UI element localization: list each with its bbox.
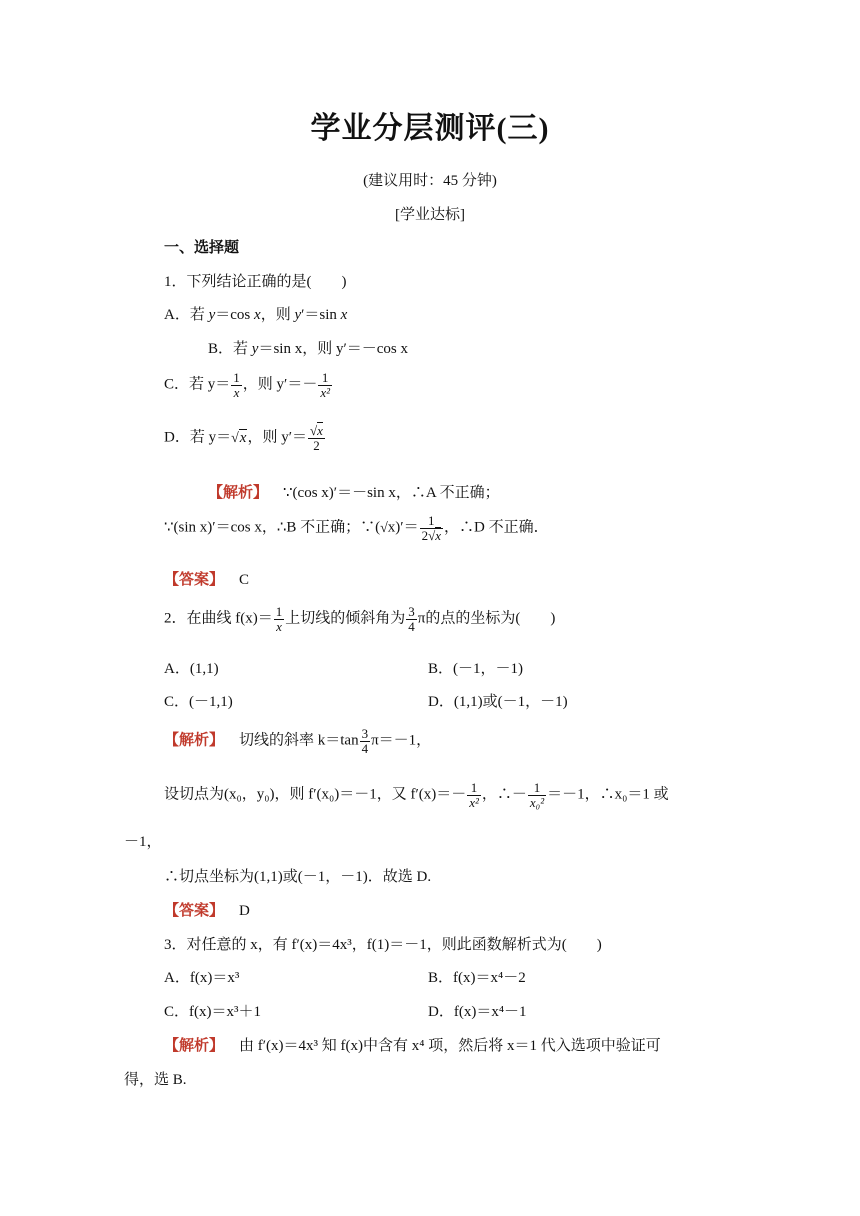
q3-analysis-line2: 得，选 B. bbox=[124, 1072, 187, 1088]
answer-tag: 【答案】 bbox=[164, 572, 225, 588]
fraction: $\frac{1}{2√x}$ bbox=[421, 513, 441, 543]
answer-tag: 【答案】 bbox=[164, 903, 225, 919]
q3-stem: 3．对任意的 x，有 f′(x)＝4x³，f(1)＝－1，则此函数解析式为( ) bbox=[164, 937, 602, 953]
fraction: $\frac{1}{\text{x₀²}}$ bbox=[529, 780, 545, 810]
analysis-tag: 【解析】 bbox=[164, 732, 225, 749]
q1-stem: 1．下列结论正确的是( ) bbox=[164, 274, 347, 290]
q1-option-b: B．若 y＝sin x，则 y′＝－cos x bbox=[208, 341, 408, 357]
level-label: [学业达标] bbox=[395, 207, 465, 223]
analysis-tag: 【解析】 bbox=[164, 1038, 225, 1054]
sqrt-symbol: √ bbox=[380, 520, 388, 536]
q3-option-a: A．f(x)＝x³ bbox=[164, 970, 240, 986]
q2-analysis-line1: 【解析】 切线的斜率 k＝tan $\frac{3}{4}$ π＝－1， bbox=[164, 726, 432, 756]
q3-option-d: D．f(x)＝x⁴－1 bbox=[428, 1004, 527, 1020]
q2-option-a: A．(1,1) bbox=[164, 661, 219, 677]
q2-option-b: B．(－1，－1) bbox=[428, 661, 523, 677]
page-title: 学业分层测评(三) bbox=[310, 112, 550, 145]
fraction: $\frac{1}{x}$ bbox=[275, 604, 283, 634]
fraction: $\frac{1}{x}$ bbox=[233, 370, 240, 400]
q1-analysis-line1: 【解析】 ∵(cos x)′＝－sin x，∴A 不正确； bbox=[208, 485, 500, 501]
q2-analysis-line2: 设切点为(x₀，y₀)，则 f′(x₀)＝－1，又 f′(x)＝－ $\frac{1}{\text{x²}}$ ，∴－ $\frac{1}{\text{x₀²}}$ ＝－1，∴x₀＝1 或 bbox=[164, 780, 669, 810]
q1-option-a: A．若 y＝cos x，则 y′＝sin x bbox=[164, 307, 348, 323]
time-note: (建议用时：45 分钟) bbox=[363, 173, 497, 189]
q1-option-d: D．若 y＝√x，则 y′＝ $\frac{√x}{2}$ bbox=[164, 423, 323, 453]
analysis-tag: 【解析】 bbox=[208, 485, 269, 501]
q1-option-c: C．若 y＝ $\frac{1}{x}$ ，则 y′＝－ $\frac{1}{\text{x²}}$ bbox=[164, 370, 330, 400]
q3-option-c: C．f(x)＝x³＋1 bbox=[164, 1004, 261, 1020]
section-heading: 一、选择题 bbox=[164, 240, 240, 256]
q3-analysis-line1: 【解析】 由 f′(x)＝4x³ 知 f(x)中含有 x⁴ 项，然后将 x＝1 代入选项中验证可 bbox=[164, 1038, 661, 1054]
q2-answer: 【答案】 D bbox=[164, 903, 250, 919]
fraction: $\frac{3}{4}$ bbox=[408, 604, 415, 634]
q2-option-c: C．(－1,1) bbox=[164, 694, 233, 710]
fraction: $\frac{1}{\text{x²}}$ bbox=[469, 780, 479, 810]
sqrt-symbol: √x bbox=[231, 429, 247, 446]
fraction: $\frac{3}{4}$ bbox=[361, 726, 369, 756]
q2-analysis-line4: ∴切点坐标为(1,1)或(－1，－1)．故选 D. bbox=[164, 869, 432, 885]
fraction: $\frac{1}{\text{x²}}$ bbox=[320, 370, 330, 400]
fraction: $\frac{√x}{2}$ bbox=[310, 423, 323, 453]
q1-analysis-line2: ∵(sin x)′＝cos x，∴B 不正确；∵(√x)′＝ $\frac{1}{2√x}$ ，∴D 不正确． bbox=[164, 513, 549, 543]
q3-option-b: B．f(x)＝x⁴－2 bbox=[428, 970, 526, 986]
q2-stem: 2．在曲线 f(x)＝ $\frac{1}{x}$ 上切线的倾斜角为 $\frac{3}{4}$ π的点的坐标为( ) bbox=[164, 604, 556, 634]
q1-answer: 【答案】 C bbox=[164, 572, 250, 588]
q2-option-d: D．(1,1)或(－1，－1) bbox=[428, 694, 568, 710]
q2-analysis-line3: －1， bbox=[124, 834, 162, 850]
